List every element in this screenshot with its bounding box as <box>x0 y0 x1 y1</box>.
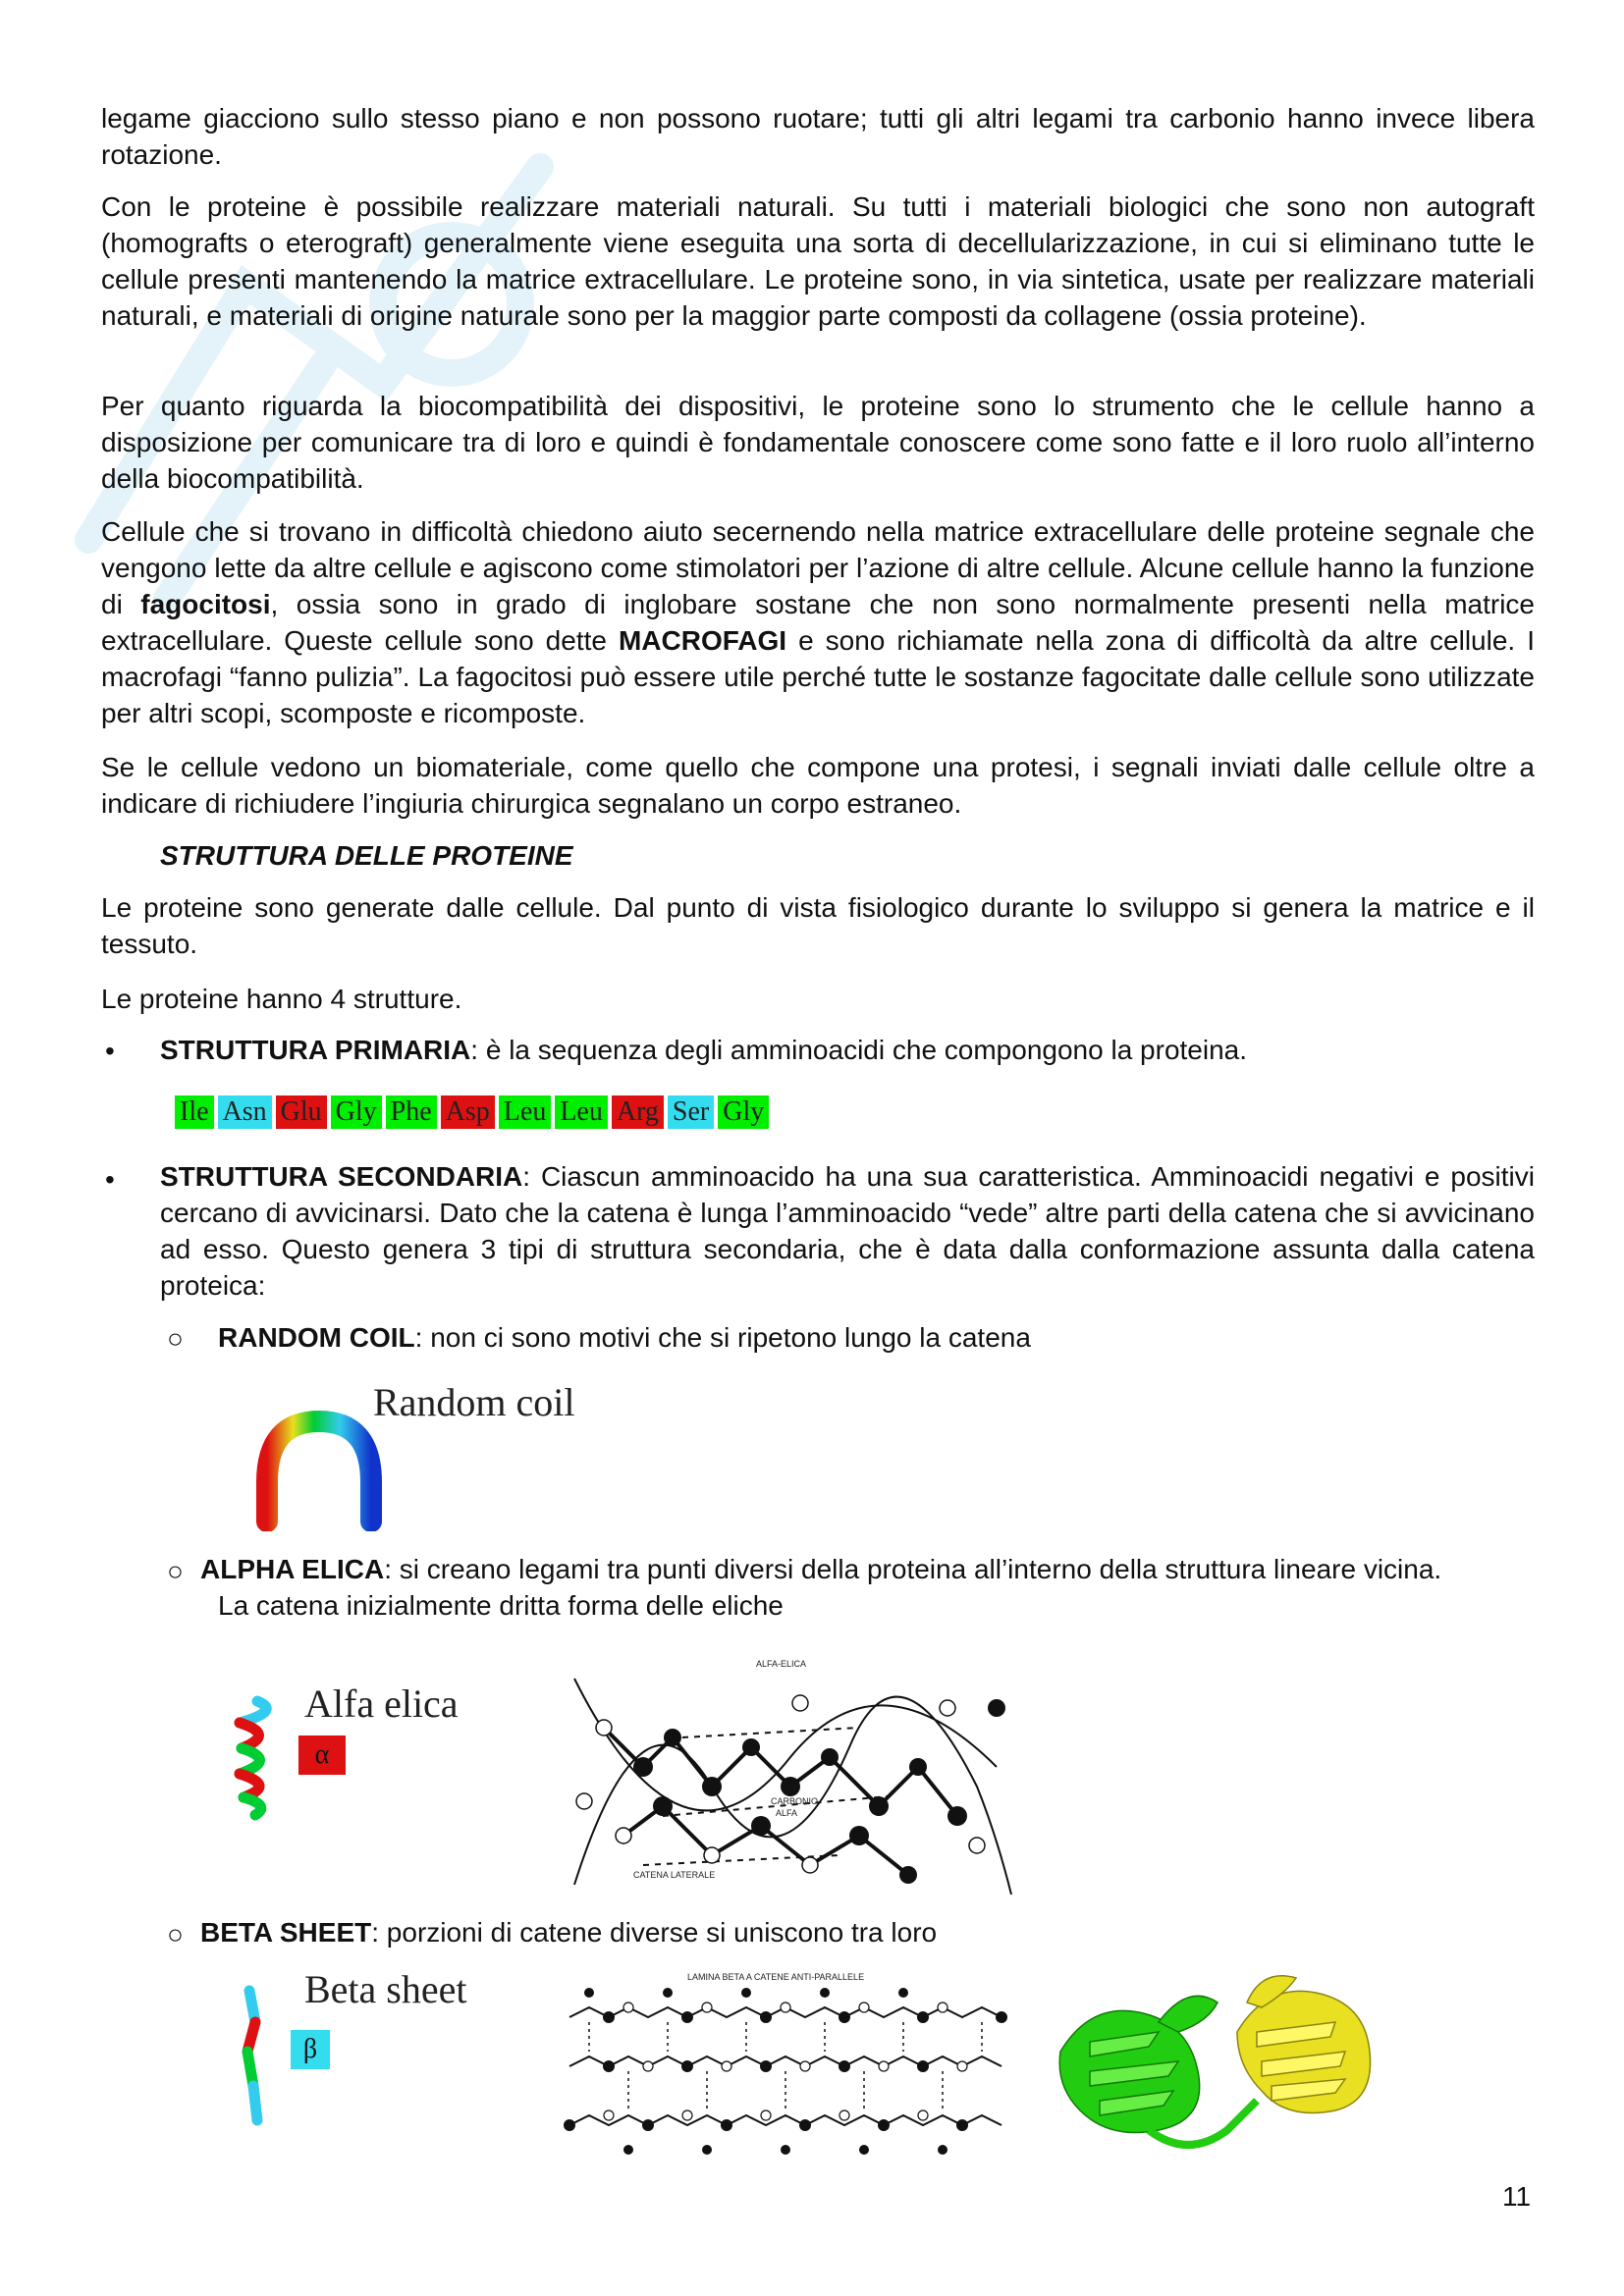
alpha-diagram-carbonio: CARBONIO <box>771 1796 819 1806</box>
beta-sheet-icon <box>236 1983 275 2130</box>
bullet-secondary-label: STRUTTURA SECONDARIA <box>160 1161 523 1192</box>
sub-bullet-random-coil <box>218 1319 1494 1356</box>
amino-acid: Arg <box>612 1095 664 1129</box>
alpha-diagram-title: ALFA-ELICA <box>756 1659 807 1669</box>
alpha-helix-text: : si creano legami tra punti diversi della proteina all’interno della struttura lineare vicina. <box>384 1554 1442 1584</box>
beta-sheet-text: : porzioni di catene diverse si uniscono tra loro <box>371 1917 938 1948</box>
amino-acid: Ser <box>668 1095 714 1129</box>
text-run: e sono richiamate nella zona di difficoltà da altre cellule. I macrofagi “fanno pulizia”. La fagocitosi può essere utile perché tutte le sostanze fagocitate dalle cellule sono utilizzate per altri scopi, scomposte e ricomposte. <box>101 625 1535 728</box>
beta-sheet-caption: Beta sheet <box>304 1967 467 2011</box>
amino-acid: Leu <box>555 1095 608 1129</box>
alpha-diagram-catena: CATENA LATERALE <box>633 1870 716 1880</box>
beta-sheet-label: BETA SHEET <box>200 1917 372 1948</box>
amino-acid: Gly <box>718 1095 769 1129</box>
paragraph-four-structures: Le proteine hanno 4 strutture. <box>101 984 462 1014</box>
page-number: 11 <box>1502 2181 1532 2212</box>
alpha-helix-label: ALPHA ELICA <box>200 1554 385 1584</box>
bullet-primary <box>160 1032 1535 1068</box>
bullet-dot: • <box>105 1036 115 1066</box>
bullet-circle: ○ <box>167 1556 184 1586</box>
paragraph-macrophages <box>101 513 1535 731</box>
alpha-helix-caption: Alfa elica <box>304 1682 459 1726</box>
paragraph-foreign-body: Se le cellule vedono un biomateriale, come quello che compone una protesi, i segnali inviati dalle cellule oltre a indicare di richiudere l’ingiuria chirurgica segnalano un corpo estraneo. <box>101 752 1535 819</box>
beta-symbol-box: β <box>291 2030 330 2069</box>
term-macrofagi: MACROFAGI <box>618 625 787 656</box>
paragraph-natural-materials: Con le proteine è possibile realizzare materiali naturali. Su tutti i materiali biologici che sono non autograft (homografts o eterograft) generalmente viene eseguita una sorta di decellularizzazione, in cui si eliminano tutte le cellule presenti mantenendo la matrice extracellulare. Le proteine sono, in via sintetica, usate per realizzare materiali naturali, e materiali di origine naturale sono per la maggior parte composti da collagene (ossia proteine). <box>101 191 1535 331</box>
text-run: Cellule che si trovano in difficoltà chiedono aiuto secernendo nella matrice extracellulare delle proteine segnale che vengono lette da altre cellule e agiscono come stimolatori per l’azione di altre cellule. Alcune cellule hanno la funzione di <box>101 516 1535 619</box>
bullet-circle: ○ <box>167 1919 184 1949</box>
amino-acid: Phe <box>386 1095 437 1129</box>
bullet-circle: ○ <box>167 1323 184 1354</box>
sub-bullet-beta-sheet <box>200 1914 1477 1950</box>
amino-acid: Glu <box>276 1095 327 1129</box>
paragraph-biocompatibility: Per quanto riguarda la biocompatibilità dei dispositivi, le proteine sono lo strumento che le cellule hanno a disposizione per comunicare tra di loro e quindi è fondamentale conoscere come sono fatte e il loro ruolo all’interno della biocompatibilità. <box>101 391 1535 494</box>
text-run: , ossia sono in grado di inglobare sostane che non sono normalmente presenti nella matrice extracellulare. Queste cellule sono dette <box>101 589 1535 656</box>
bullet-dot: • <box>105 1164 115 1195</box>
sub-bullet-alpha-helix <box>200 1551 1536 1587</box>
alpha-helix-diagram-icon <box>565 1649 1016 1899</box>
beta-diagram-title: LAMINA BETA A CATENE ANTI-PARALLELE <box>687 1972 865 1982</box>
beta-sheet-diagram-icon <box>560 1968 1011 2164</box>
beta-sheet-ribbon-icon <box>1051 1963 1384 2169</box>
amino-acid: Leu <box>499 1095 552 1129</box>
bullet-secondary-text: : Ciascun amminoacido ha una sua caratteristica. Amminoacidi negativi e positivi cercano di avvicinarsi. Dato che la catena è lunga l’amminoacido “vede” altre parti della catena che si avvicinano ad esso. Questo genera 3 tipi di struttura secondaria, che è data dalla conformazione assunta dalla catena proteica: <box>160 1161 1535 1301</box>
alpha-helix-icon <box>228 1693 287 1821</box>
paragraph-rotation: legame giacciono sullo stesso piano e non possono ruotare; tutti gli altri legami tra carbonio hanno invece libera rotazione. <box>101 103 1535 170</box>
random-coil-text: : non ci sono motivi che si ripetono lungo la catena <box>414 1322 1031 1353</box>
bullet-primary-text: : è la sequenza degli amminoacidi che compongono la proteina. <box>470 1035 1248 1065</box>
bullet-primary-label: STRUTTURA PRIMARIA <box>160 1035 471 1065</box>
amino-acid: Asp <box>441 1095 495 1129</box>
section-heading: STRUTTURA DELLE PROTEINE <box>160 840 573 871</box>
term-fagocitosi: fagocitosi <box>140 589 271 619</box>
paragraph-generation: Le proteine sono generate dalle cellule. Dal punto di vista fisiologico durante lo sviluppo si genera la matrice e il tessuto. <box>101 892 1535 959</box>
alpha-diagram-alfa: ALFA <box>776 1808 798 1818</box>
amino-acid: Asn <box>218 1095 272 1129</box>
amino-acid: Ile <box>175 1095 214 1129</box>
amino-acid-sequence <box>175 1095 769 1129</box>
amino-acid: Gly <box>331 1095 382 1129</box>
alpha-symbol-box: α <box>298 1735 346 1775</box>
bullet-secondary <box>160 1158 1535 1304</box>
alpha-helix-text-2: La catena inizialmente dritta forma delle eliche <box>218 1590 784 1621</box>
random-coil-icon <box>245 1404 393 1531</box>
random-coil-caption: Random coil <box>373 1380 575 1424</box>
random-coil-label: RANDOM COIL <box>218 1322 415 1353</box>
